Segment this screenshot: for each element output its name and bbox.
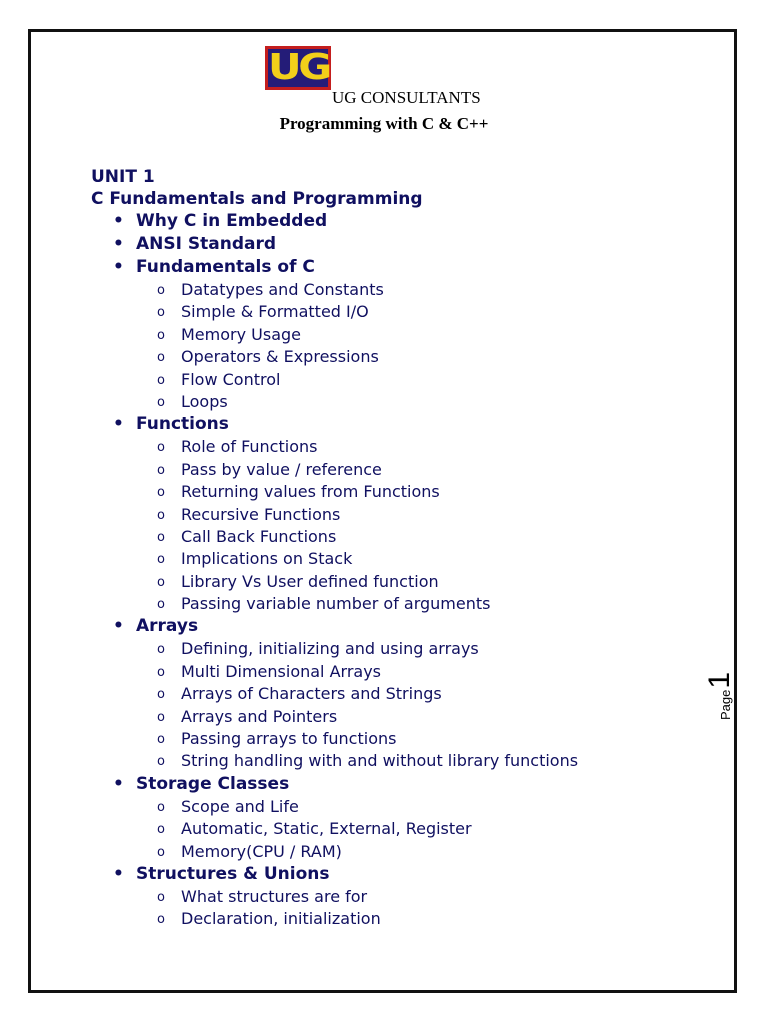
subtopic-label: Multi Dimensional Arrays (181, 661, 382, 681)
subtopic-item (91, 683, 578, 705)
circle-bullet-icon: o (157, 440, 165, 456)
topic-heading (91, 773, 578, 796)
subtopic-label: Arrays and Pointers (181, 706, 338, 726)
topic-item (91, 615, 578, 772)
subtopic-label: What structures are for (181, 886, 368, 906)
subtopic-item (91, 436, 578, 458)
page-label: Page (718, 689, 733, 720)
subtopic-item (91, 886, 578, 908)
subtopic-item (91, 526, 578, 548)
page-number (695, 660, 735, 720)
subtopic-item (91, 459, 578, 481)
subtopic-label: Memory Usage (181, 324, 302, 344)
topic-label: Structures & Unions (136, 863, 330, 884)
bullet-icon: • (113, 773, 124, 794)
topic-label: Storage Classes (136, 773, 290, 794)
subtopic-item (91, 841, 578, 863)
circle-bullet-icon: o (157, 799, 165, 815)
subtopic-item (91, 481, 578, 503)
subtopic-list (91, 638, 578, 772)
bullet-icon: • (113, 863, 124, 884)
topic-label: Arrays (136, 616, 199, 637)
subtopic-item (91, 661, 578, 683)
topic-label: ANSI Standard (136, 234, 277, 254)
subtopic-label: Flow Control (181, 369, 281, 389)
unit-heading: UNIT 1 (91, 167, 155, 187)
topic-item (91, 413, 578, 615)
subtopic-label: Pass by value / reference (181, 459, 382, 479)
subtopic-item (91, 369, 578, 391)
subtopic-item (91, 908, 578, 930)
subtopic-label: Recursive Functions (181, 504, 341, 524)
subtopic-item (91, 279, 578, 301)
circle-bullet-icon: o (157, 529, 165, 545)
topic-heading (91, 863, 578, 886)
topic-item (91, 233, 578, 256)
circle-bullet-icon: o (157, 507, 165, 523)
subtopic-item (91, 391, 578, 413)
subtopic-list (91, 436, 578, 615)
subtopic-label: Library Vs User defined function (181, 571, 439, 591)
topic-heading (91, 210, 578, 233)
course-title: Programming with C & C++ (279, 114, 489, 133)
subtopic-item (91, 548, 578, 570)
unit-title: C Fundamentals and Programming (91, 189, 423, 209)
topic-item (91, 863, 578, 931)
topic-item (91, 256, 578, 413)
ug-logo (265, 46, 331, 90)
topic-heading (91, 615, 578, 638)
bullet-icon: • (113, 211, 124, 231)
bullet-icon: • (113, 616, 124, 637)
circle-bullet-icon: o (157, 305, 165, 321)
circle-bullet-icon: o (157, 822, 165, 838)
topic-label: Why C in Embedded (136, 211, 328, 231)
subtopic-label: Datatypes and Constants (181, 280, 384, 299)
circle-bullet-icon: o (157, 687, 165, 703)
circle-bullet-icon: o (157, 574, 165, 590)
subtopic-label: Role of Functions (181, 437, 318, 457)
subtopic-item (91, 571, 578, 593)
topic-label: Functions (136, 414, 229, 435)
topic-item (91, 210, 578, 233)
circle-bullet-icon: o (157, 844, 165, 860)
subtopic-item (91, 728, 578, 750)
circle-bullet-icon: o (157, 889, 165, 905)
bullet-icon: • (113, 234, 124, 254)
circle-bullet-icon: o (157, 327, 165, 343)
syllabus-outline (91, 166, 578, 931)
circle-bullet-icon: o (157, 597, 165, 613)
subtopic-label: Passing arrays to functions (181, 729, 397, 749)
subtopic-item (91, 324, 578, 346)
circle-bullet-icon: o (157, 732, 165, 748)
subtopic-item (91, 593, 578, 615)
circle-bullet-icon: o (157, 912, 165, 928)
topic-item (91, 773, 578, 863)
circle-bullet-icon: o (157, 642, 165, 658)
circle-bullet-icon: o (157, 462, 165, 478)
subtopic-label: Implications on Stack (181, 549, 353, 569)
subtopic-label: Scope and Life (181, 796, 299, 816)
topic-label: Fundamentals of C (136, 257, 315, 277)
logo-text: UG (267, 47, 329, 88)
subtopic-item (91, 818, 578, 840)
subtopic-item (91, 750, 578, 772)
subtopic-list (91, 279, 578, 413)
bullet-icon: • (113, 257, 124, 277)
circle-bullet-icon: o (157, 754, 165, 770)
subtopic-label: Call Back Functions (181, 526, 337, 546)
subtopic-item (91, 638, 578, 660)
circle-bullet-icon: o (157, 664, 165, 680)
subtopic-label: Passing variable number of arguments (181, 594, 491, 614)
topic-heading (91, 256, 578, 279)
circle-bullet-icon: o (157, 372, 165, 388)
circle-bullet-icon: o (157, 709, 165, 725)
circle-bullet-icon: o (157, 552, 165, 568)
circle-bullet-icon: o (157, 350, 165, 366)
subtopic-label: Defining, initializing and using arrays (181, 639, 479, 659)
subtopic-item (91, 346, 578, 368)
circle-bullet-icon: o (157, 485, 165, 501)
circle-bullet-icon: o (157, 283, 165, 298)
bullet-icon: • (113, 414, 124, 435)
subtopic-label: Operators & Expressions (181, 347, 379, 367)
subtopic-label: Memory(CPU / RAM) (181, 841, 342, 861)
subtopic-list (91, 796, 578, 863)
subtopic-label: Simple & Formatted I/O (181, 302, 369, 322)
topic-heading (91, 233, 578, 256)
subtopic-list (91, 886, 578, 931)
subtopic-item (91, 706, 578, 728)
topic-heading (91, 413, 578, 436)
subtopic-label: Loops (181, 391, 228, 411)
subtopic-label: Arrays of Characters and Strings (181, 684, 442, 704)
subtopic-label: Declaration, initialization (181, 909, 381, 929)
subtopic-label: String handling with and without library functions (181, 751, 579, 771)
subtopic-item (91, 504, 578, 526)
subtopic-item (91, 301, 578, 323)
circle-bullet-icon: o (157, 394, 165, 410)
subtopic-item (91, 796, 578, 818)
subtopic-label: Returning values from Functions (181, 482, 440, 502)
page-number-value: 1 (703, 671, 736, 689)
subtopic-label: Automatic, Static, External, Register (181, 819, 472, 839)
company-name: UG CONSULTANTS (332, 88, 481, 107)
topic-list (91, 210, 578, 931)
